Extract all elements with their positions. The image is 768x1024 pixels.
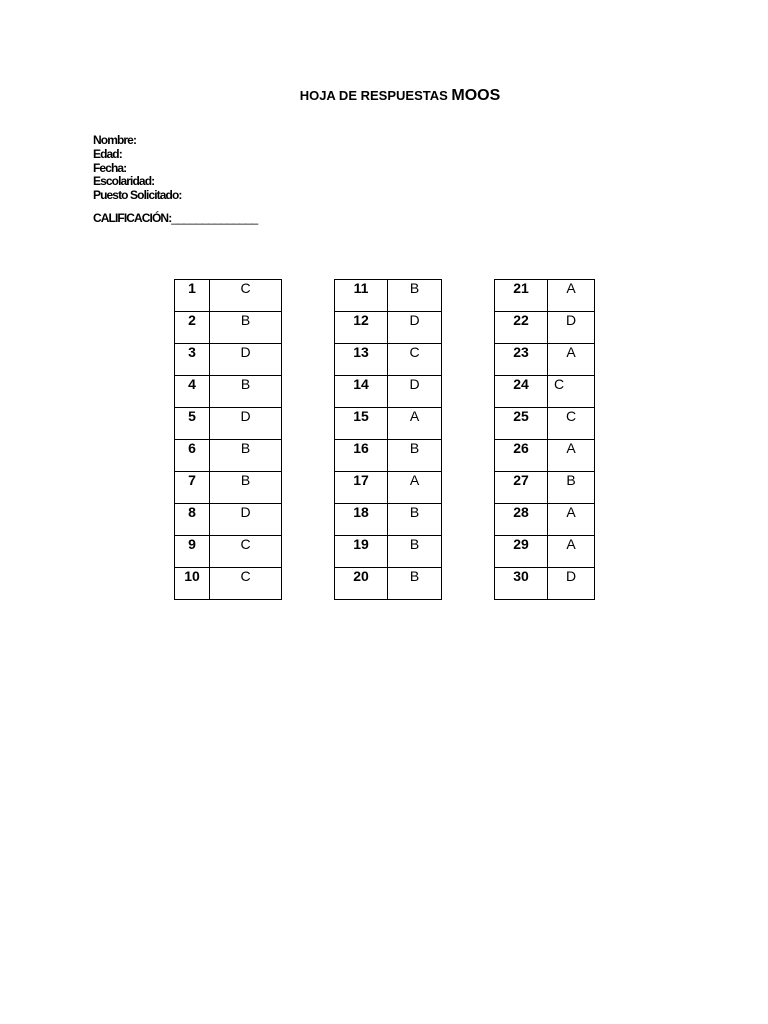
question-number: 20 bbox=[335, 568, 388, 600]
answer-row bbox=[335, 472, 442, 504]
answer-row bbox=[495, 408, 595, 440]
answer-letter: B bbox=[388, 440, 442, 472]
answer-letter: B bbox=[388, 568, 442, 600]
grade-line bbox=[93, 211, 258, 225]
answer-row bbox=[175, 472, 282, 504]
question-number: 7 bbox=[175, 472, 210, 504]
question-number: 5 bbox=[175, 408, 210, 440]
question-number: 21 bbox=[495, 280, 548, 312]
answer-letter: C bbox=[210, 280, 282, 312]
question-number: 23 bbox=[495, 344, 548, 376]
question-number: 24 bbox=[495, 376, 548, 408]
answer-letter: D bbox=[210, 344, 282, 376]
question-number: 2 bbox=[175, 312, 210, 344]
answer-letter: B bbox=[388, 504, 442, 536]
grade-label: CALIFICACIÓN: bbox=[93, 211, 172, 225]
candidate-fields bbox=[93, 134, 181, 203]
question-number: 12 bbox=[335, 312, 388, 344]
answer-letter: A bbox=[388, 408, 442, 440]
question-number: 1 bbox=[175, 280, 210, 312]
answer-letter: B bbox=[210, 376, 282, 408]
question-number: 6 bbox=[175, 440, 210, 472]
answer-letter: D bbox=[210, 408, 282, 440]
answer-letter: A bbox=[548, 344, 595, 376]
answer-letter: B bbox=[210, 312, 282, 344]
answer-row bbox=[335, 408, 442, 440]
answer-row bbox=[175, 504, 282, 536]
answer-row bbox=[175, 408, 282, 440]
answer-letter: C bbox=[548, 408, 595, 440]
answer-row bbox=[175, 376, 282, 408]
answer-row bbox=[495, 312, 595, 344]
answer-letter: B bbox=[388, 536, 442, 568]
grade-blank: ______________ bbox=[171, 211, 258, 225]
answer-row bbox=[175, 344, 282, 376]
answer-row bbox=[335, 504, 442, 536]
field-puesto-solicitado: Puesto Solicitado: bbox=[93, 188, 182, 203]
answer-letter: C bbox=[548, 376, 595, 408]
answer-letter: A bbox=[548, 504, 595, 536]
answer-row bbox=[495, 376, 595, 408]
question-number: 3 bbox=[175, 344, 210, 376]
answer-row bbox=[335, 280, 442, 312]
question-number: 27 bbox=[495, 472, 548, 504]
answer-letter: A bbox=[388, 472, 442, 504]
answer-row bbox=[495, 568, 595, 600]
answer-letter: D bbox=[388, 312, 442, 344]
answer-letter: C bbox=[210, 536, 282, 568]
question-number: 25 bbox=[495, 408, 548, 440]
question-number: 19 bbox=[335, 536, 388, 568]
question-number: 30 bbox=[495, 568, 548, 600]
question-number: 16 bbox=[335, 440, 388, 472]
question-number: 15 bbox=[335, 408, 388, 440]
answer-row bbox=[495, 344, 595, 376]
answer-letter: B bbox=[210, 440, 282, 472]
question-number: 26 bbox=[495, 440, 548, 472]
answer-letter: A bbox=[548, 536, 595, 568]
field-edad: Edad: bbox=[93, 146, 122, 161]
answer-letter: D bbox=[548, 568, 595, 600]
answer-row bbox=[495, 504, 595, 536]
answer-row bbox=[175, 568, 282, 600]
field-escolaridad: Escolaridad: bbox=[93, 174, 155, 189]
answer-letter: D bbox=[388, 376, 442, 408]
answer-letter: C bbox=[388, 344, 442, 376]
question-number: 4 bbox=[175, 376, 210, 408]
answer-row bbox=[335, 376, 442, 408]
question-number: 29 bbox=[495, 536, 548, 568]
question-number: 18 bbox=[335, 504, 388, 536]
answer-letter: D bbox=[548, 312, 595, 344]
answer-letter: B bbox=[210, 472, 282, 504]
question-number: 14 bbox=[335, 376, 388, 408]
title-brand: MOOS bbox=[451, 87, 501, 104]
answer-row bbox=[495, 536, 595, 568]
answer-letter: A bbox=[548, 440, 595, 472]
answer-row bbox=[335, 568, 442, 600]
answer-table-1 bbox=[174, 279, 282, 600]
answer-row bbox=[175, 312, 282, 344]
question-number: 22 bbox=[495, 312, 548, 344]
field-fecha: Fecha: bbox=[93, 160, 127, 175]
answer-row bbox=[335, 536, 442, 568]
question-number: 10 bbox=[175, 568, 210, 600]
title-main: HOJA DE RESPUESTAS bbox=[299, 88, 448, 103]
question-number: 13 bbox=[335, 344, 388, 376]
answer-row bbox=[335, 440, 442, 472]
answer-row bbox=[495, 280, 595, 312]
question-number: 28 bbox=[495, 504, 548, 536]
field-nombre: Nombre: bbox=[93, 133, 137, 147]
answer-letter: D bbox=[210, 504, 282, 536]
answer-table-2 bbox=[334, 279, 442, 600]
answer-table-3 bbox=[494, 279, 595, 600]
answer-row bbox=[175, 280, 282, 312]
question-number: 8 bbox=[175, 504, 210, 536]
answer-row bbox=[335, 312, 442, 344]
answer-row bbox=[495, 440, 595, 472]
answer-letter: C bbox=[210, 568, 282, 600]
answer-letter: B bbox=[388, 280, 442, 312]
answer-row bbox=[335, 344, 442, 376]
page-title bbox=[0, 87, 768, 105]
answer-letter: B bbox=[548, 472, 595, 504]
answer-letter: A bbox=[548, 280, 595, 312]
answer-row bbox=[175, 536, 282, 568]
question-number: 9 bbox=[175, 536, 210, 568]
question-number: 17 bbox=[335, 472, 388, 504]
answer-row bbox=[175, 440, 282, 472]
question-number: 11 bbox=[335, 280, 388, 312]
answer-row bbox=[495, 472, 595, 504]
